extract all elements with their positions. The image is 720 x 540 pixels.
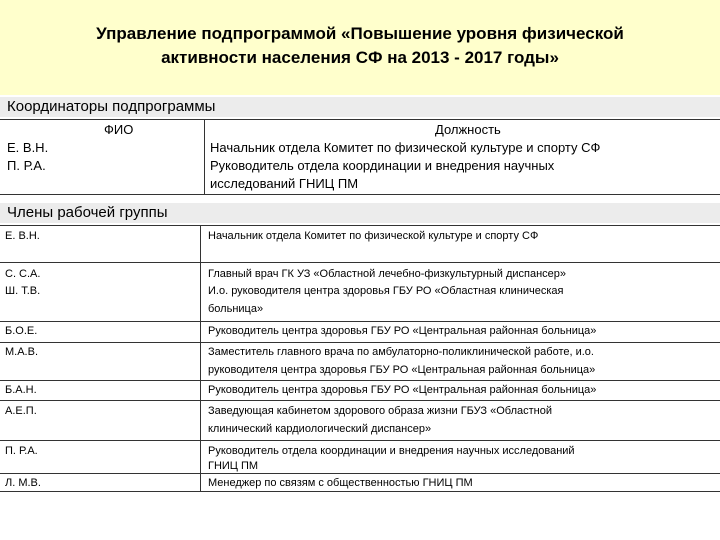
column-divider — [200, 441, 201, 473]
title-band — [0, 0, 720, 95]
coordinators-heading: Координаторы подпрограммы — [0, 97, 720, 117]
column-divider — [200, 474, 201, 491]
member-position: Начальник отдела Комитет по физической культуре и спорту СФ — [208, 230, 539, 242]
column-divider — [200, 226, 201, 262]
member-position: руководителя центра здоровья ГБУ РО «Центральная районная больница» — [208, 364, 596, 376]
member-position: Заместитель главного врача по амбулаторно-поликлинической работе, и.о. — [208, 346, 594, 358]
member-name: Е. В.Н. — [5, 230, 40, 242]
member-name: Ш. Т.В. — [5, 285, 41, 297]
column-divider — [200, 263, 201, 321]
members-heading: Члены рабочей группы — [0, 203, 720, 223]
member-position: Главный врач ГК УЗ «Областной лечебно-физкультурный диспансер» — [208, 268, 567, 280]
table-row — [0, 225, 720, 262]
title-line-1: Управление подпрограммой «Повышение уровня физической — [96, 24, 624, 43]
member-position: И.о. руководителя центра здоровья ГБУ РО «Областная клиническая — [208, 285, 564, 297]
table-row — [0, 400, 720, 440]
coordinator-position: Начальник отдела Комитет по физической культуре и спорту СФ — [210, 140, 601, 155]
table-row — [0, 473, 720, 492]
member-name: П. Р.А. — [5, 445, 38, 457]
member-position: ГНИЦ ПМ — [208, 460, 259, 472]
table-row — [0, 440, 720, 473]
member-position: Руководитель центра здоровья ГБУ РО «Центральная районная больница» — [208, 325, 597, 337]
table-row — [0, 262, 720, 321]
coordinators-table — [0, 119, 720, 195]
column-divider — [200, 381, 201, 400]
table-row — [0, 321, 720, 342]
coordinator-name: П. Р.А. — [7, 158, 46, 173]
member-name: Л. М.В. — [5, 477, 41, 489]
member-name: А.Е.П. — [5, 405, 37, 417]
table-row — [0, 342, 720, 380]
member-position: Менеджер по связям с общественностью ГНИЦ ПМ — [208, 477, 473, 489]
member-position: Руководитель центра здоровья ГБУ РО «Центральная районная больница» — [208, 384, 597, 396]
member-position: Руководитель отдела координации и внедрения научных исследований — [208, 445, 575, 457]
member-position: Заведующая кабинетом здорового образа жизни ГБУЗ «Областной — [208, 405, 552, 417]
member-name: Б.О.Е. — [5, 325, 38, 337]
member-name: С. С.А. — [5, 268, 41, 280]
member-name: М.А.В. — [5, 346, 39, 358]
table-row — [0, 380, 720, 400]
column-header-position: Должность — [435, 122, 501, 137]
title-line-2: активности населения СФ на 2013 - 2017 годы» — [161, 48, 559, 67]
column-divider — [200, 401, 201, 440]
page-title — [0, 22, 720, 70]
member-name: Б.А.Н. — [5, 384, 37, 396]
column-divider — [200, 322, 201, 342]
member-position: больница» — [208, 303, 264, 315]
coordinator-name: Е. В.Н. — [7, 140, 49, 155]
coordinator-position: Руководитель отдела координации и внедрения научных — [210, 158, 555, 173]
coordinator-position: исследований ГНИЦ ПМ — [210, 176, 359, 191]
member-position: клинический кардиологический диспансер» — [208, 423, 432, 435]
column-header-name: ФИО — [104, 122, 134, 137]
column-divider — [204, 120, 205, 194]
column-divider — [200, 343, 201, 380]
